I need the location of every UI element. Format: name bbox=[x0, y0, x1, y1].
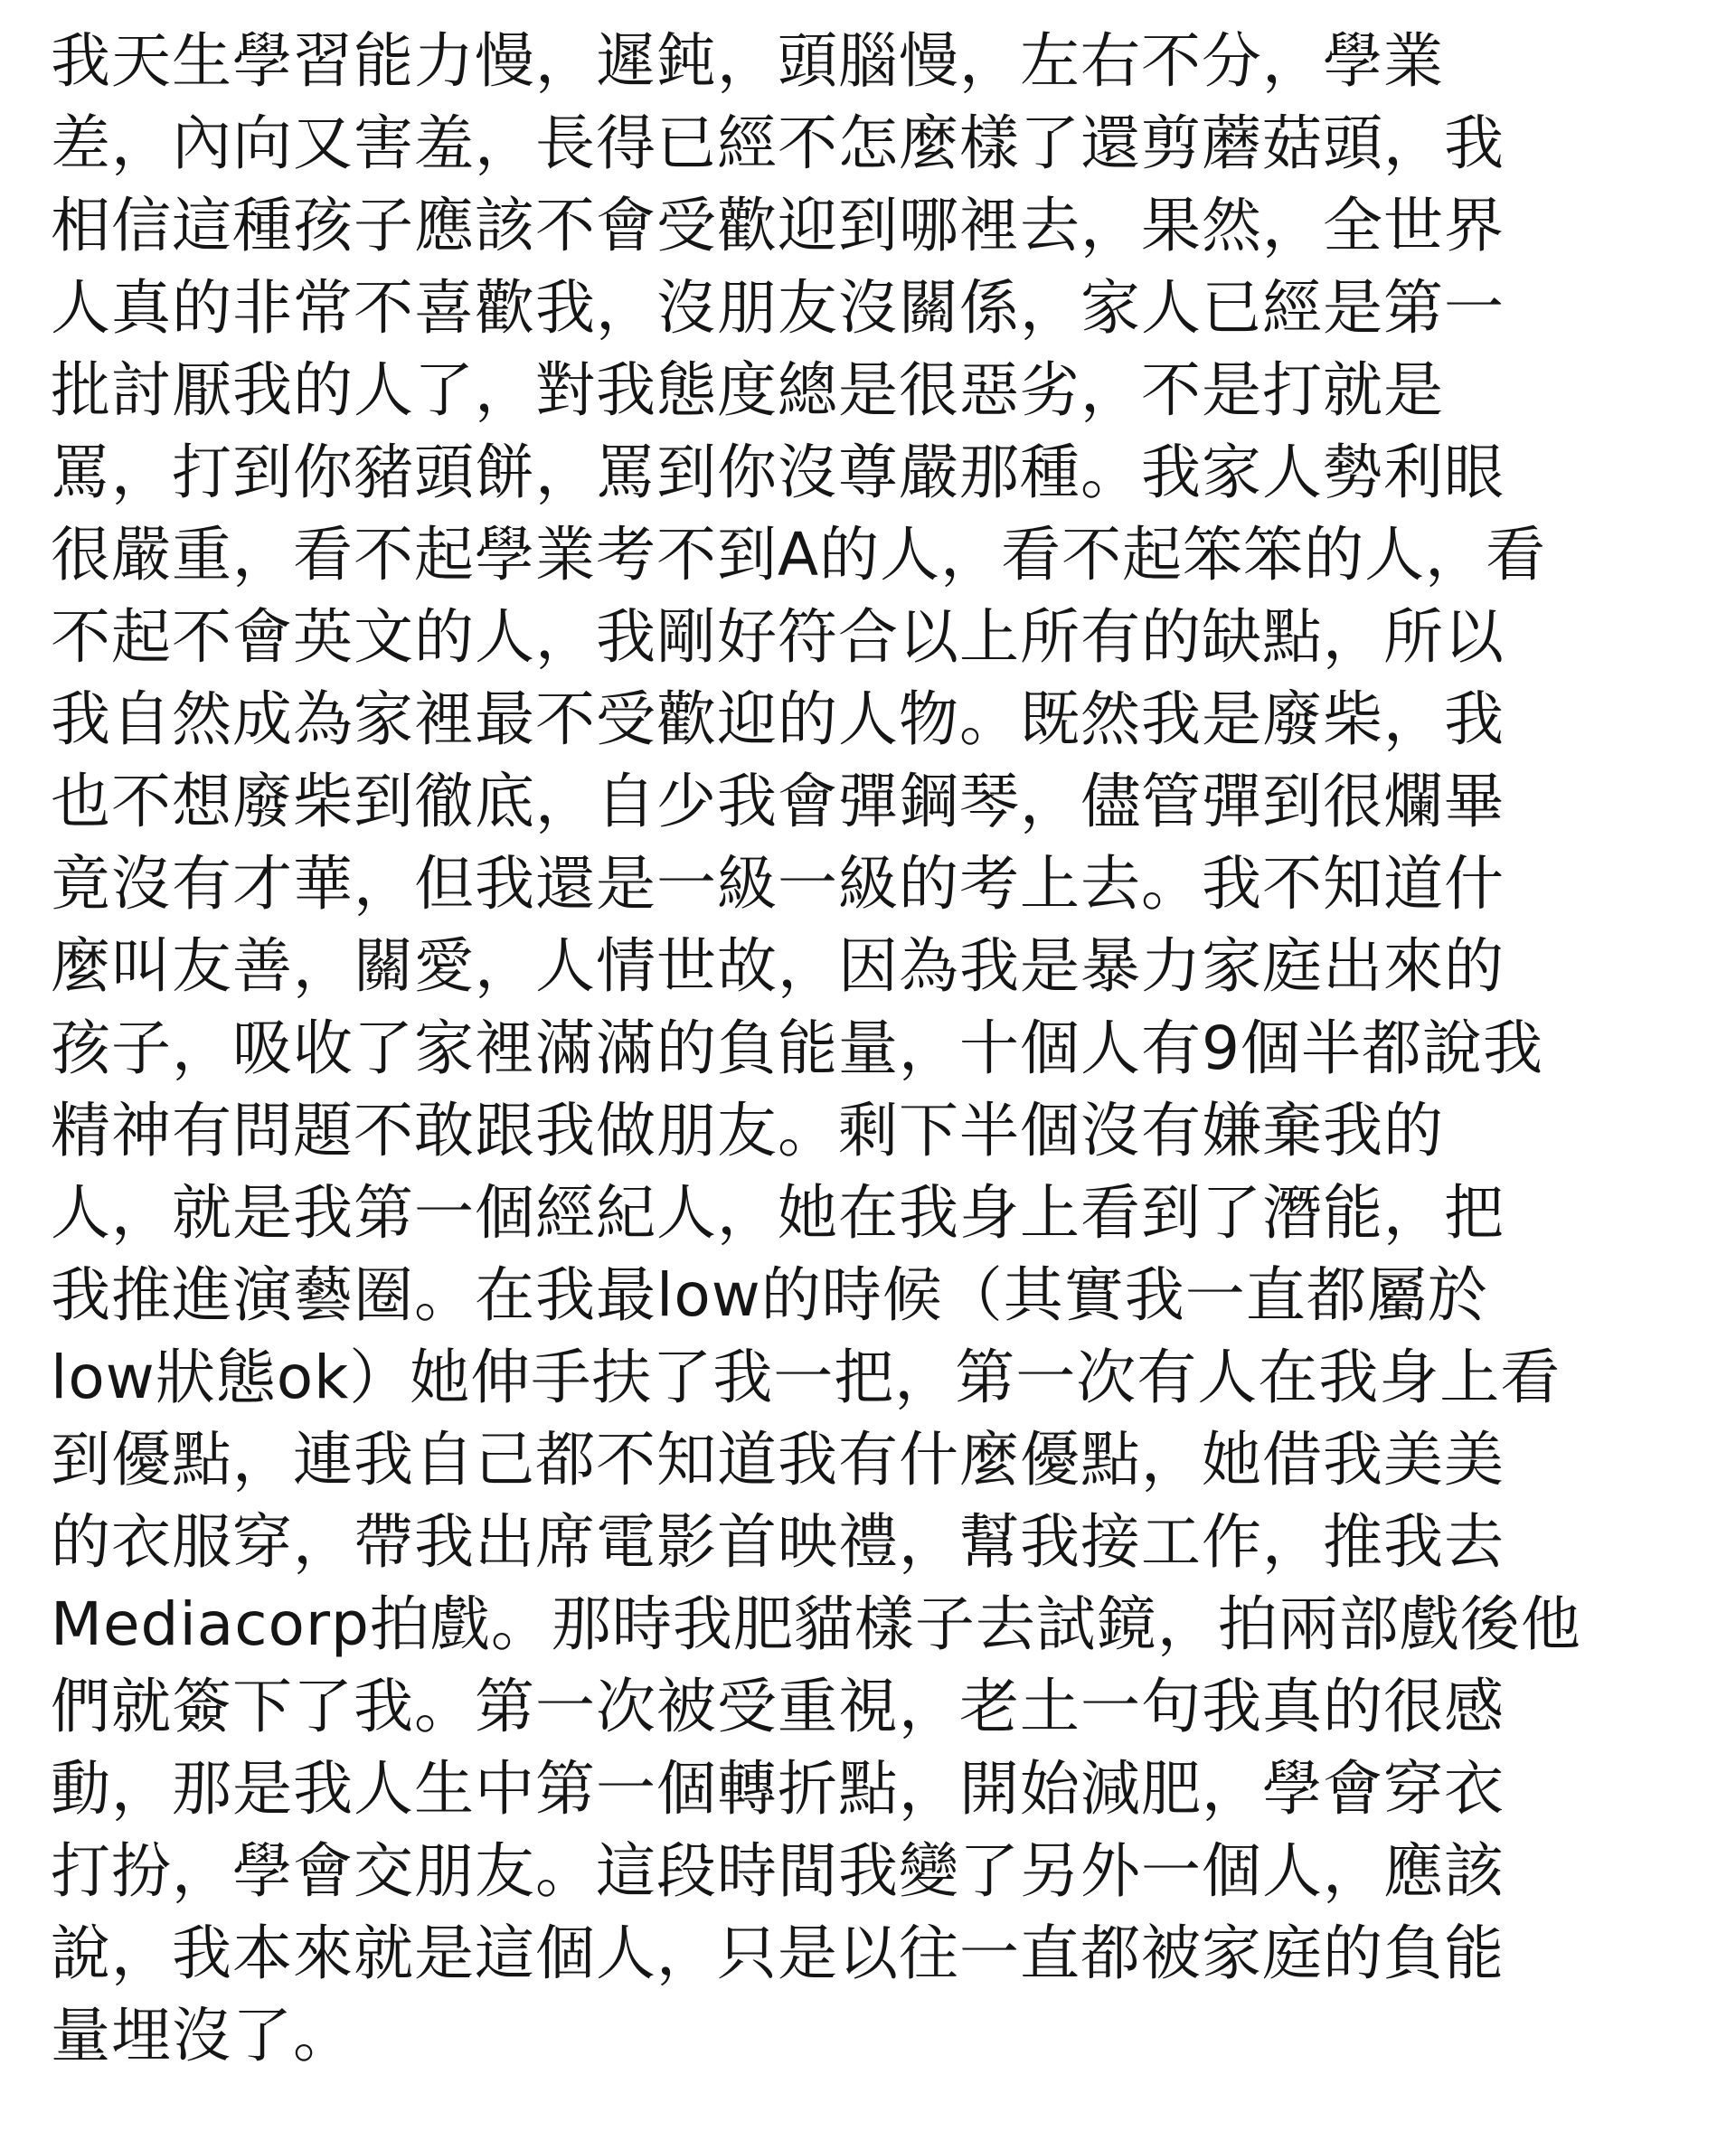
text-line-17: low狀態ok）她伸手扶了我一把，第一次有人在我身上看 bbox=[51, 1343, 1561, 1412]
text-line-13: 孩子，吸收了家裡滿滿的負能量，十個人有9個半都說我 bbox=[51, 1014, 1543, 1083]
text-line-14: 精神有問題不敢跟我做朋友。剩下半個沒有嫌棄我的 bbox=[51, 1096, 1444, 1165]
text-line-20: Mediacorp拍戲。那時我肥貓樣子去試鏡，拍兩部戲後他 bbox=[51, 1589, 1581, 1659]
text-line-22: 動，那是我人生中第一個轉折點，開始減肥，學會穿衣 bbox=[51, 1754, 1505, 1824]
text-line-11: 竟沒有才華，但我還是一級一級的考上去。我不知道什 bbox=[51, 849, 1505, 919]
text-line-16: 我推進演藝圈。在我最low的時候（其實我一直都屬於 bbox=[51, 1260, 1488, 1330]
text-line-15: 人，就是我第一個經紀人，她在我身上看到了潛能，把 bbox=[51, 1178, 1505, 1248]
post-text bbox=[51, 20, 1696, 2117]
text-line-5: 批討厭我的人了，對我態度總是很惡劣，不是打就是 bbox=[51, 355, 1444, 425]
text-line-23: 打扮，學會交朋友。這段時間我變了另外一個人，應該 bbox=[51, 1836, 1505, 1906]
text-line-19: 的衣服穿，帶我出席電影首映禮，幫我接工作，推我去 bbox=[51, 1507, 1505, 1577]
text-line-1: 我天生學習能力慢，遲鈍，頭腦慢，左右不分，學業 bbox=[51, 26, 1444, 96]
text-line-6: 罵，打到你豬頭餅，罵到你沒尊嚴那種。我家人勢利眼 bbox=[51, 438, 1505, 507]
text-line-3: 相信這種孩子應該不會受歡迎到哪裡去，果然，全世界 bbox=[51, 191, 1505, 260]
text-line-25: 量埋沒了。 bbox=[51, 2001, 354, 2070]
text-line-8: 不起不會英文的人，我剛好符合以上所有的缺點，所以 bbox=[51, 602, 1505, 672]
text-line-9: 我自然成為家裡最不受歡迎的人物。既然我是廢柴，我 bbox=[51, 684, 1505, 754]
text-line-7: 很嚴重，看不起學業考不到A的人，看不起笨笨的人，看 bbox=[51, 520, 1547, 589]
text-line-10: 也不想廢柴到徹底，自少我會彈鋼琴，儘管彈到很爛畢 bbox=[51, 767, 1505, 836]
text-line-21: 們就簽下了我。第一次被受重視，老土一句我真的很感 bbox=[51, 1672, 1505, 1741]
text-line-18: 到優點，連我自己都不知道我有什麼優點，她借我美美 bbox=[51, 1425, 1505, 1495]
text-line-12: 麼叫友善，關愛，人情世故，因為我是暴力家庭出來的 bbox=[51, 931, 1505, 1001]
text-line-24: 說，我本來就是這個人，只是以往一直都被家庭的負能 bbox=[51, 1919, 1505, 1988]
text-line-4: 人真的非常不喜歡我，沒朋友沒關係，家人已經是第一 bbox=[51, 273, 1505, 343]
text-line-2: 差，內向又害羞，長得已經不怎麼樣了還剪蘑菇頭，我 bbox=[51, 108, 1505, 178]
